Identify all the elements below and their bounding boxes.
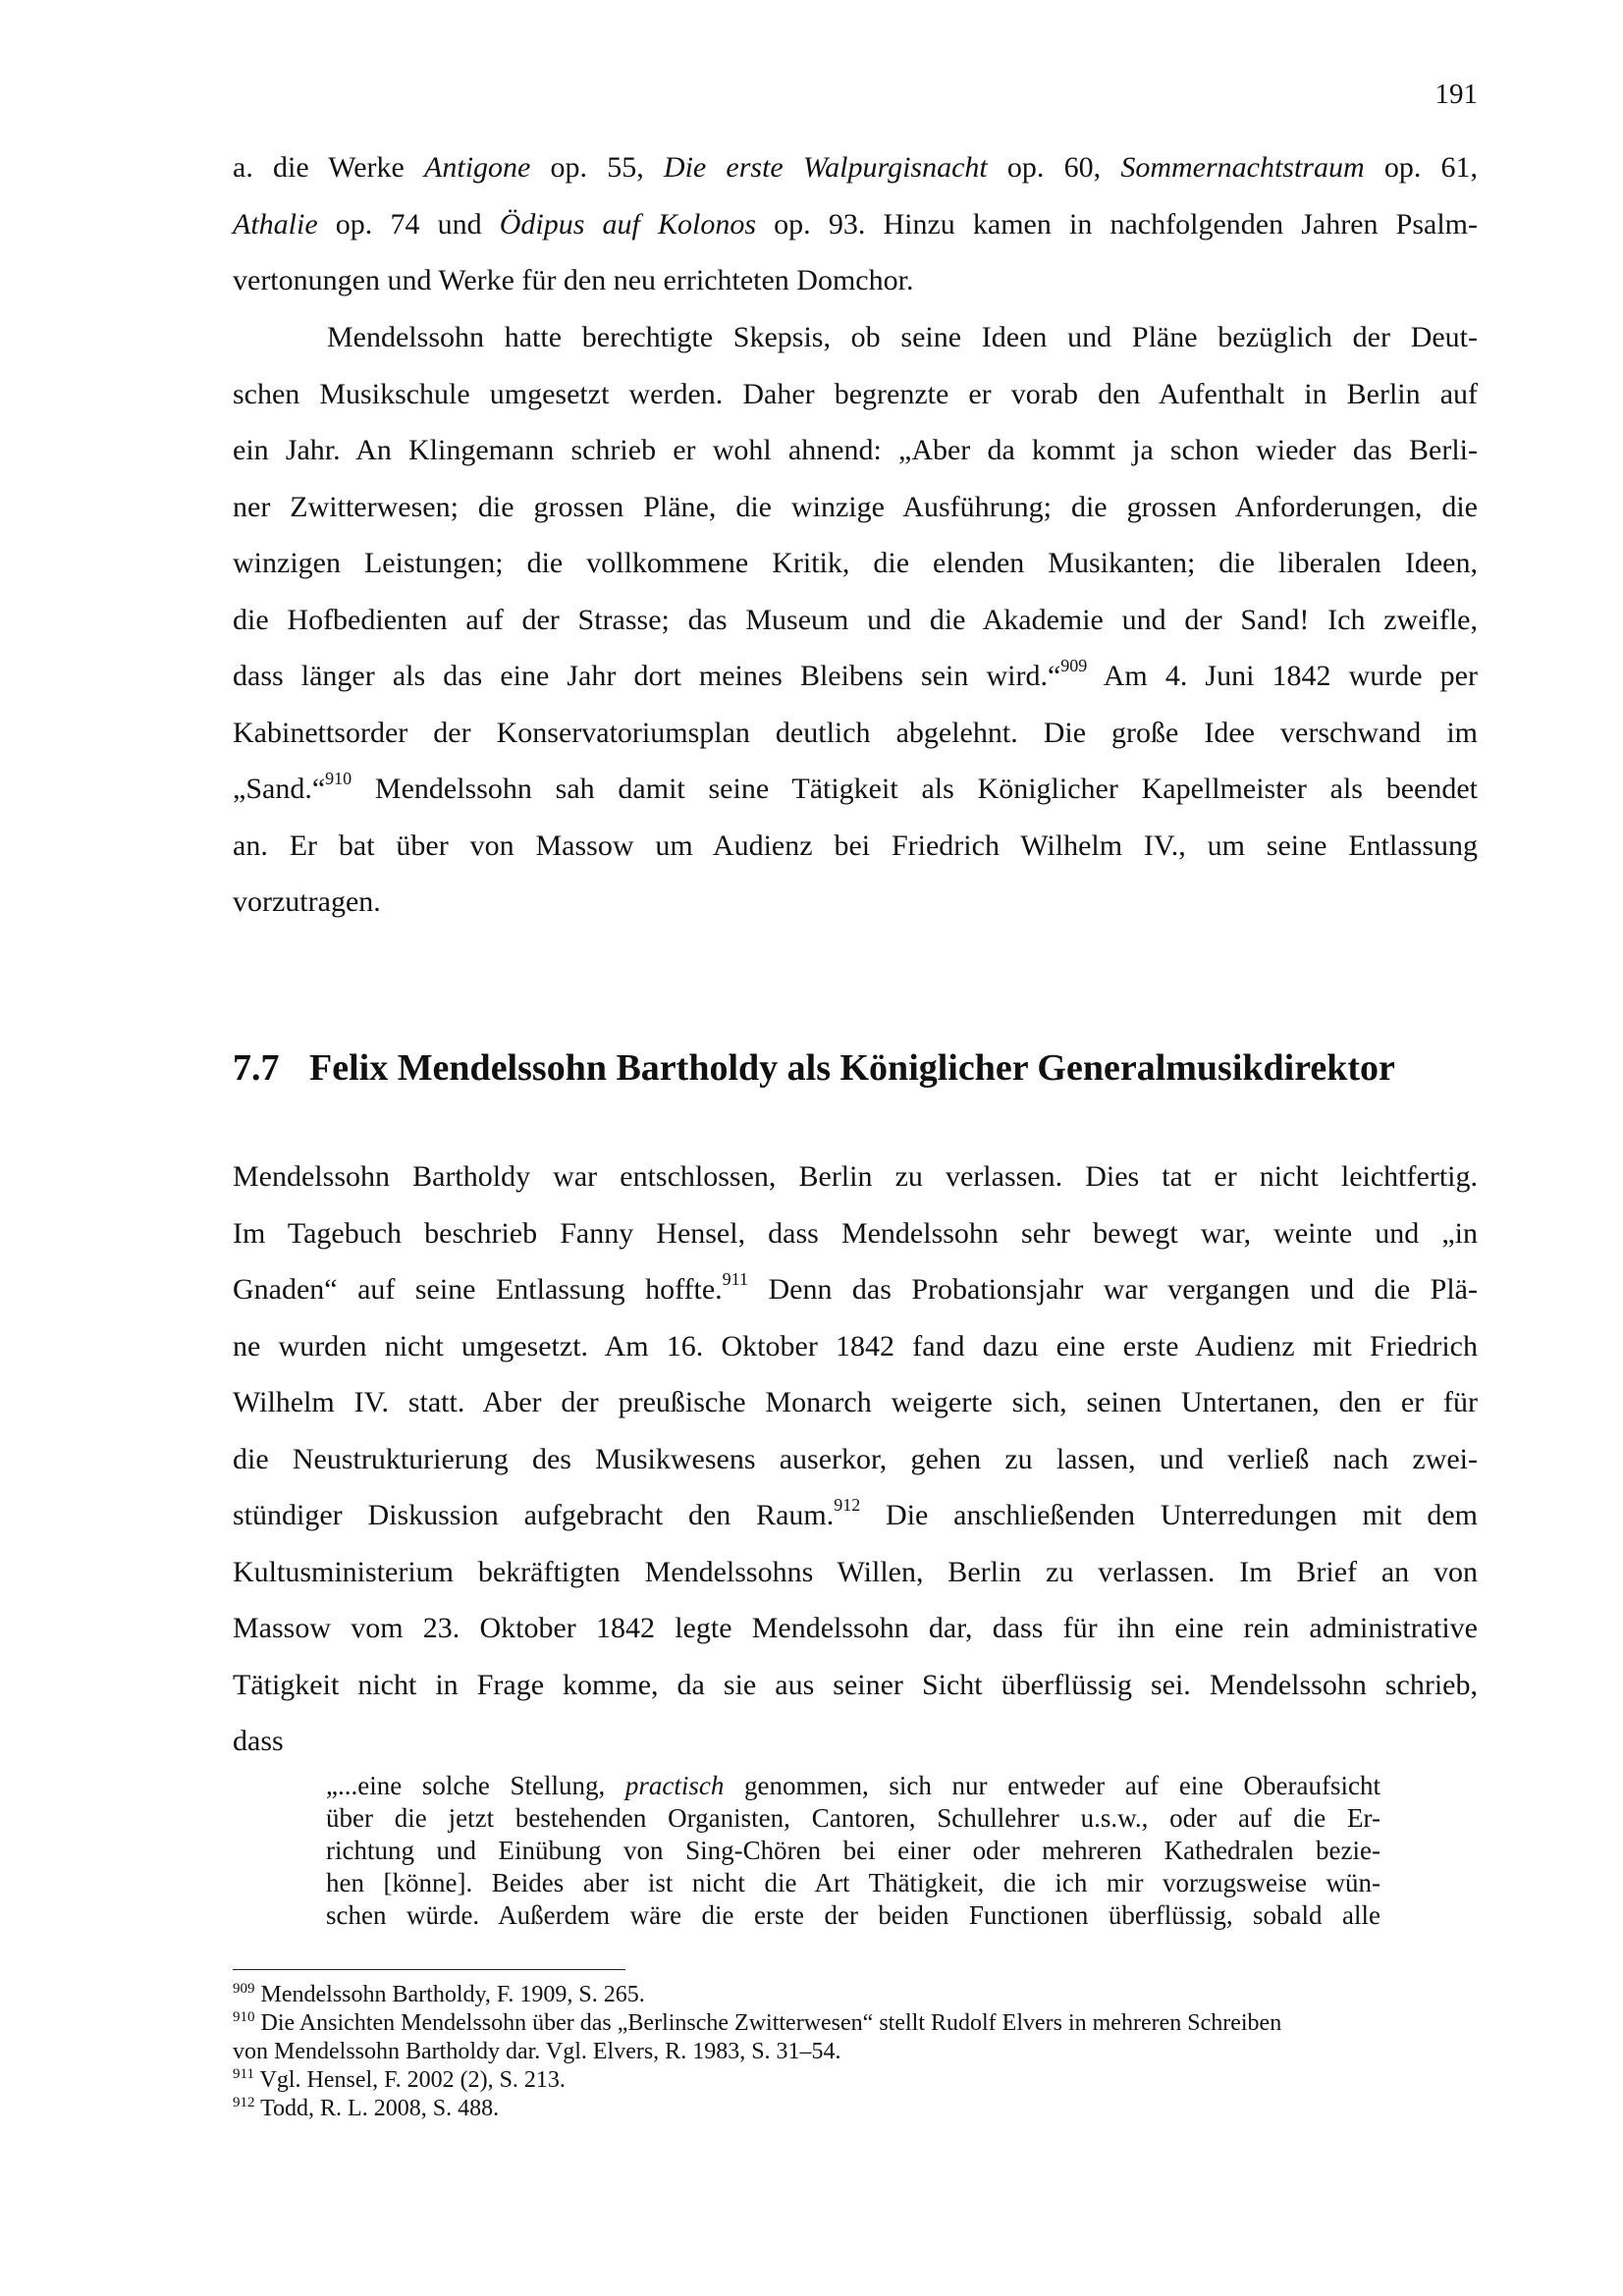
quote-line: „...eine solche Stellung, practisch genommen, sich nur entweder auf eine Oberaufsicht	[326, 1771, 1380, 1800]
text-line: ner Zwitterwesen; die grossen Pläne, die winzige Ausführung; die grossen Anforderungen, die	[233, 490, 1478, 523]
footnote-ref: 910	[325, 769, 352, 788]
text-line: vorzutragen.	[233, 885, 381, 918]
section-number: 7.7	[233, 1047, 280, 1089]
text-line: a. die Werke Antigone op. 55, Die erste Walpurgisnacht op. 60, Sommernachtstraum op. 61,	[233, 151, 1479, 184]
footnote-ref: 911	[722, 1269, 748, 1289]
footnote: $^{909}$ Mendelssohn Bartholdy, F. 1909, S. 265.	[233, 1981, 645, 2007]
text-line: Athalie op. 74 und Ödipus auf Kolonos op. 93. Hinzu kamen in nachfolgenden Jahren Psalm-	[233, 207, 1478, 240]
footnote-ref: 909	[1060, 656, 1088, 675]
footnotes	[233, 1981, 1478, 2123]
text-line: Gnaden“ auf seine Entlassung hoffte.$^{911}$ Denn das Probationsjahr war vergangen und die Plä-	[233, 1269, 1478, 1306]
text-line: an. Er bat über von Massow um Audienz bei Friedrich Wilhelm IV., um seine Entlassung	[233, 828, 1478, 862]
footnote-continuation: von Mendelssohn Bartholdy dar. Vgl. Elvers, R. 1983, S. 31–54.	[233, 2039, 841, 2064]
text-line: stündiger Diskussion aufgebracht den Raum.$^{912}$ Die anschließenden Unterredungen mit dem	[233, 1495, 1479, 1531]
text-line: die Hofbedienten auf der Strasse; das Museum und die Akademie und der Sand! Ich zweifle,	[233, 603, 1478, 636]
footnote-ref: 912	[834, 1495, 861, 1515]
footnote: $^{910}$ Die Ansichten Mendelssohn über das „Berlinsche Zwitterwesen“ stellt Rudolf Elvers in mehreren Schreiben	[233, 2009, 1282, 2036]
paragraph-1	[233, 139, 1478, 309]
text-line: die Neustrukturierung des Musikwesens auserkor, gehen zu lassen, und verließ nach zwei-	[233, 1442, 1478, 1475]
text-line: Mendelssohn hatte berechtigte Skepsis, ob seine Ideen und Pläne bezüglich der Deut-	[327, 321, 1478, 353]
text-line: Im Tagebuch beschrieb Fanny Hensel, dass Mendelssohn sehr bewegt war, weinte und „in	[233, 1216, 1478, 1250]
text-line: vertonungen und Werke für den neu errichteten Domchor.	[233, 264, 914, 296]
footnote: $^{911}$ Vgl. Hensel, F. 2002 (2), S. 213.	[233, 2066, 566, 2093]
text-line: Kultusministerium bekräftigten Mendelssohns Willen, Berlin zu verlassen. Im Brief an von	[233, 1555, 1478, 1588]
page-number: 191	[1434, 79, 1478, 110]
section-heading	[233, 1046, 1395, 1090]
text-line: Kabinettsorder der Konservatoriumsplan deutlich abgelehnt. Die große Idee verschwand im	[233, 716, 1478, 749]
paragraph-2	[233, 309, 1478, 931]
quote-line: hen [könne]. Beides aber ist nicht die Art Thätigkeit, die ich mir vorzugsweise wün-	[326, 1868, 1380, 1897]
block-quote	[326, 1770, 1380, 1932]
text-line: „Sand.“$^{910}$ Mendelssohn sah damit seine Tätigkeit als Königlicher Kapellmeister als beendet	[233, 769, 1478, 805]
footnote-separator	[233, 1969, 625, 1970]
paragraph-3	[233, 1148, 1478, 1770]
text-line: winzigen Leistungen; die vollkommene Kritik, die elenden Musikanten; die liberalen Ideen,	[233, 547, 1478, 579]
text-line: dass länger als das eine Jahr dort meines Bleibens sein wird.“$^{909}$ Am 4. Juni 1842 wurde per	[233, 656, 1478, 692]
text-line: dass	[233, 1725, 284, 1757]
text-line: ne wurden nicht umgesetzt. Am 16. Oktober 1842 fand dazu eine erste Audienz mit Friedrich	[233, 1329, 1478, 1362]
text-line: Wilhelm IV. statt. Aber der preußische Monarch weigerte sich, seinen Untertanen, den er für	[233, 1386, 1478, 1418]
text-line: Tätigkeit nicht in Frage komme, da sie aus seiner Sicht überflüssig sei. Mendelssohn schrieb,	[233, 1668, 1478, 1701]
quote-line: schen würde. Außerdem wäre die erste der beiden Functionen überflüssig, sobald alle	[326, 1900, 1380, 1930]
text-line: ein Jahr. An Klingemann schrieb er wohl ahnend: „Aber da kommt ja schon wieder das Berli-	[233, 434, 1478, 466]
text-line: Massow vom 23. Oktober 1842 legte Mendelssohn dar, dass für ihn eine rein administrative	[233, 1612, 1478, 1644]
footnote: $^{912}$ Todd, R. L. 2008, S. 488.	[233, 2095, 500, 2121]
quote-line: richtung und Einübung von Sing-Chören bei einer oder mehreren Kathedralen bezie-	[326, 1836, 1380, 1865]
quote-line: über die jetzt bestehenden Organisten, Cantoren, Schullehrer u.s.w., oder auf die Er-	[326, 1803, 1380, 1833]
text-line: schen Musikschule umgesetzt werden. Daher begrenzte er vorab den Aufenthalt in Berlin auf	[233, 377, 1478, 410]
text-line: Mendelssohn Bartholdy war entschlossen, Berlin zu verlassen. Dies tat er nicht leichtfertig.	[233, 1160, 1478, 1193]
section-title: Felix Mendelssohn Bartholdy als Königlicher Generalmusikdirektor	[309, 1047, 1395, 1089]
